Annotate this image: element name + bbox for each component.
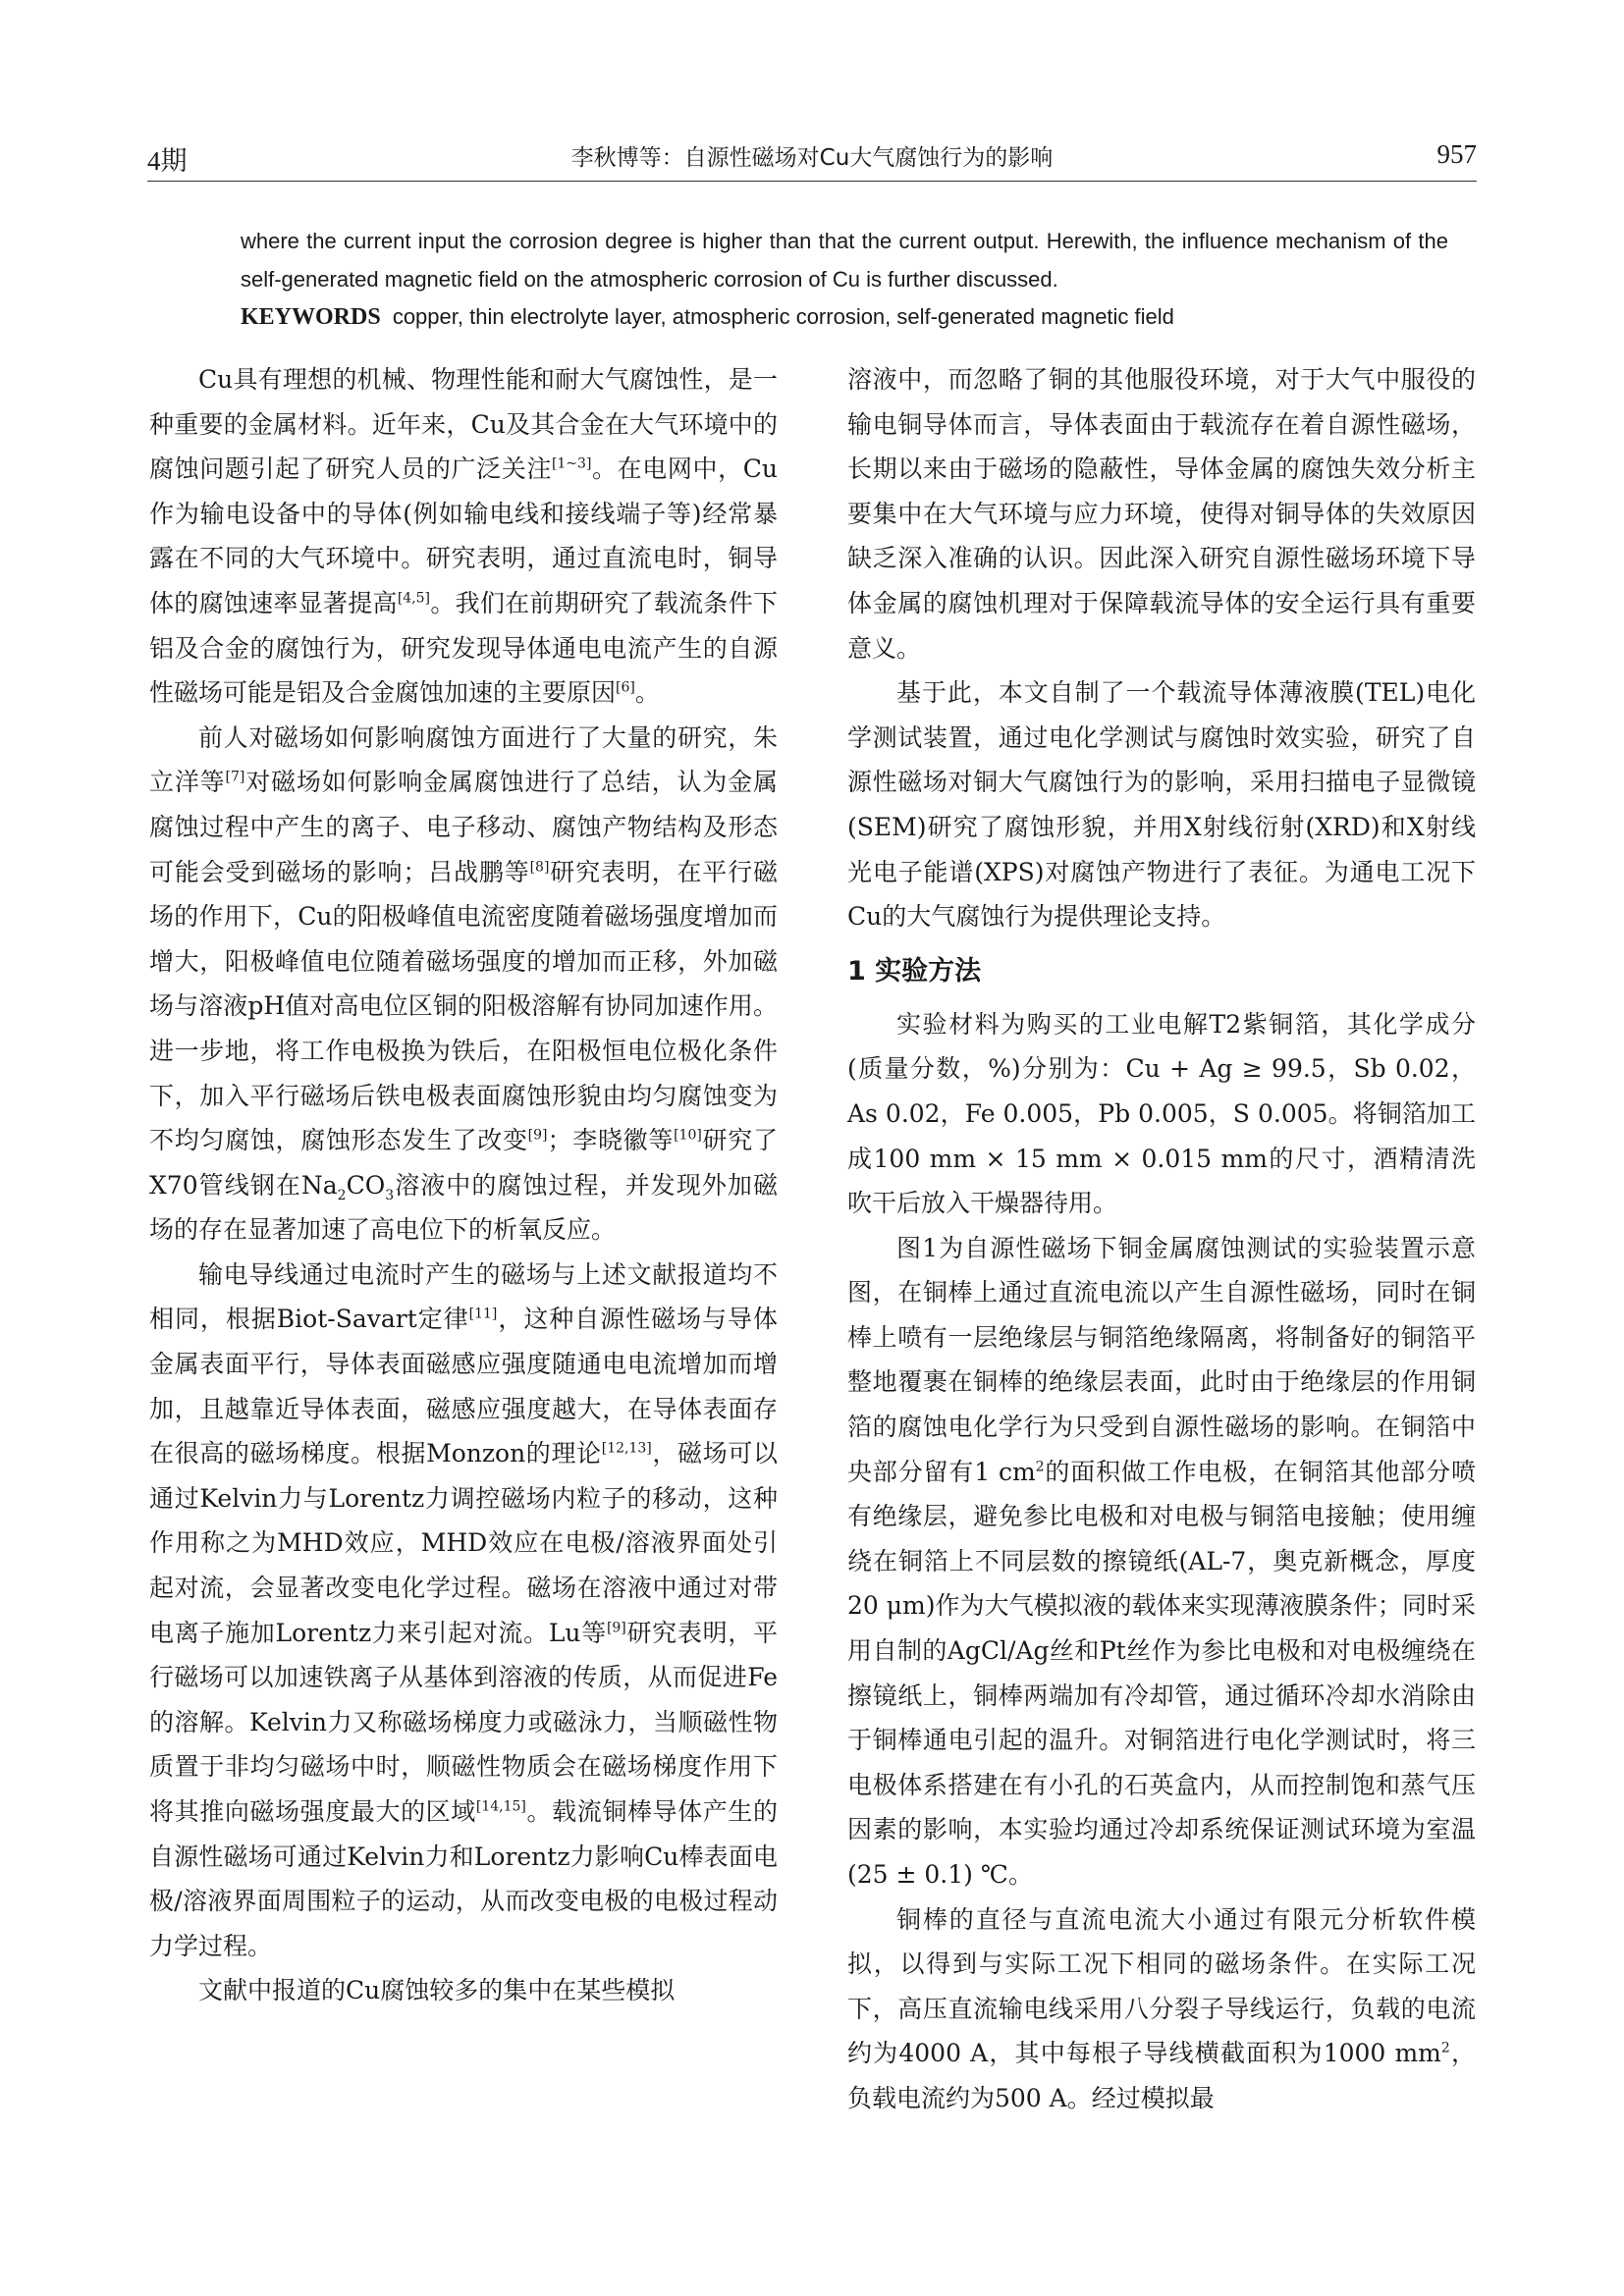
paragraph xyxy=(847,1226,1476,1897)
text-run: ；李晓徽等 xyxy=(547,1126,675,1155)
superscript: 2 xyxy=(1440,2041,1450,2057)
keywords-label: KEYWORDS xyxy=(241,304,381,330)
citation: [10] xyxy=(674,1127,702,1144)
text-run: 。 xyxy=(634,678,660,708)
right-column xyxy=(847,357,1476,2121)
paragraph xyxy=(149,716,778,1253)
citation: [7] xyxy=(225,770,245,786)
text-run: 研究了X70管线钢在Na xyxy=(149,1126,778,1200)
text-run: 前人对磁场如何影响腐蚀方面进行了大量的研究，朱立洋等 xyxy=(149,722,778,797)
paragraph xyxy=(149,1253,778,1969)
paragraph: 基于此，本文自制了一个载流导体薄液膜(TEL)电化学测试装置，通过电化学测试与腐蚀时效实验，研究了自源性磁场对铜大气腐蚀行为的影响，采用扫描电子显微镜(SEM)研究了腐蚀形貌，并用X射线衍射(XRD)和X射线光电子能谱(XPS)对腐蚀产物进行了表征。为通电工况下Cu的大气腐蚀行为提供理论支持。 xyxy=(847,678,1476,932)
text-run: Cu具有理想的机械、物理性能和耐大气腐蚀性，是一种重要的金属材料。近年来，Cu及其合金在大气环境中的腐蚀问题引起了研究人员的广泛关注 xyxy=(149,365,778,484)
text-run: 铜棒的直径与直流电流大小通过有限元分析软件模拟，以得到与实际工况下相同的磁场条件。在实际工况下，高压直流输电线采用八分裂子导线运行，负载的电流约为4000 A，其中每根子导线横截面积为1000 mm xyxy=(847,1904,1476,2068)
citation: [1~3] xyxy=(551,455,592,472)
citation: [6] xyxy=(616,679,635,696)
text-run: 。载流铜棒导体产生的自源性磁场可通过Kelvin力和Lorentz力影响Cu棒表面电极/溶液界面周围粒子的运动，从而改变电极的电极过程动力学过程。 xyxy=(149,1797,778,1960)
text-run: CO xyxy=(346,1170,386,1200)
citation: [12,13] xyxy=(601,1440,652,1457)
paragraph xyxy=(149,357,778,716)
text-run: 。在电网中，Cu作为输电设备中的导体(例如输电线和接线端子等)经常暴露在不同的大气环境中。研究表明，通过直流电时，铜导体的腐蚀速率显著提高 xyxy=(149,454,778,617)
text-run: 。我们在前期研究了载流条件下铝及合金的腐蚀行为，研究发现导体通电电流产生的自源性磁场可能是铝及合金腐蚀加速的主要原因 xyxy=(149,588,778,708)
citation: [14,15] xyxy=(475,1798,526,1815)
citation: [8] xyxy=(529,859,550,876)
header-rule xyxy=(147,181,1477,182)
page-number: 957 xyxy=(1436,139,1477,169)
text-run: 对磁场如何影响金属腐蚀进行了总结，认为金属腐蚀过程中产生的离子、电子移动、腐蚀产物结构及形态可能会受到磁场的影响；吕战鹏等 xyxy=(149,768,778,886)
citation: [9] xyxy=(527,1127,548,1144)
paragraph xyxy=(847,1897,1476,2121)
abstract-tail: where the current input the corrosion degree is higher than that the current output. Herewith, the influence mechanism of the self-generated magnetic field on the atmospheric corrosion of Cu is further discussed. xyxy=(241,229,1448,292)
running-title: 李秋博等：自源性磁场对Cu大气腐蚀行为的影响 xyxy=(570,145,1054,171)
subscript: 3 xyxy=(385,1187,395,1203)
text-run: 图1为自源性磁场下铜金属腐蚀测试的实验装置示意图，在铜棒上通过直流电流以产生自源性磁场，同时在铜棒上喷有一层绝缘层与铜箔绝缘隔离，将制备好的铜箔平整地覆裹在铜棒的绝缘层表面，此时由于绝缘层的作用铜箔的腐蚀电化学行为只受到自源性磁场的影响。在铜箔中央部分留有1 cm xyxy=(847,1233,1476,1486)
keywords xyxy=(241,297,1478,337)
left-column xyxy=(149,357,778,2013)
text-run: 研究表明，在平行磁场的作用下，Cu的阳极峰值电流密度随着磁场强度增加而增大，阳极峰值电位随着磁场强度的增加而正移，外加磁场与溶液pH值对高电位区铜的阳极溶解有协同加速作用。进一步地，将工作电极换为铁后，在阳极恒电位极化条件下，加入平行磁场后铁电极表面腐蚀形貌由均匀腐蚀变为不均匀腐蚀，腐蚀形态发生了改变 xyxy=(149,857,778,1155)
text-run: 的面积做工作电极，在铜箔其他部分喷有绝缘层，避免参比电极和对电极与铜箔电接触；使用缠绕在铜箔上不同层数的擦镜纸(AL-7，奥克新概念，厚度20 μm)作为大气模拟液的载体来实现薄液膜条件；同时采用自制的AgCl/Ag丝和Pt丝作为参比电极和对电极缠绕在擦镜纸上，铜棒两端加有冷却管，通过循环冷却水消除由于铜棒通电引起的温升。对铜箔进行电化学测试时，将三电极体系搭建在有小孔的石英盒内，从而控制饱和蒸气压因素的影响，本实验均通过冷却系统保证测试环境为室温(25 ± 0.1) ℃。 xyxy=(847,1457,1476,1889)
paragraph: 实验材料为购买的工业电解T2紫铜箔，其化学成分(质量分数，%)分别为：Cu + Ag ≥ 99.5，Sb 0.02，As 0.02，Fe 0.005，Pb 0.005，S 0.005。将铜箔加工成100 mm × 15 mm × 0.015 mm的尺寸，酒精清洗吹干后放入干燥器待用。 xyxy=(847,1009,1476,1218)
superscript: 2 xyxy=(1035,1459,1045,1475)
paragraph: 溶液中，而忽略了铜的其他服役环境，对于大气中服役的输电铜导体而言，导体表面由于载流存在着自源性磁场，长期以来由于磁场的隐蔽性，导体金属的腐蚀失效分析主要集中在大气环境与应力环境，使得对铜导体的失效原因缺乏深入准确的认识。因此深入研究自源性磁场环境下导体金属的腐蚀机理对于保障载流导体的安全运行具有重要意义。 xyxy=(847,365,1476,663)
page-header xyxy=(147,133,1477,177)
subscript: 2 xyxy=(337,1187,347,1203)
text-run: 溶液中的腐蚀过程，并发现外加磁场的存在显著加速了高电位下的析氧反应。 xyxy=(149,1170,778,1245)
paragraph: 文献中报道的Cu腐蚀较多的集中在某些模拟 xyxy=(198,1976,676,2005)
citation: [9] xyxy=(606,1620,626,1636)
text-run: 研究表明，平行磁场可以加速铁离子从基体到溶液的传质，从而促进Fe的溶解。Kelvin力又称磁场梯度力或磁泳力，当顺磁性物质置于非均匀磁场中时，顺磁性物质会在磁场梯度作用下将其推向磁场强度最大的区域 xyxy=(149,1618,778,1826)
keywords-text: copper, thin electrolyte layer, atmospheric corrosion, self-generated magnetic field xyxy=(392,304,1174,329)
text-run: ，负载电流约为500 A。经过模拟最 xyxy=(847,2039,1476,2112)
citation: [4,5] xyxy=(397,590,431,607)
citation: [11] xyxy=(468,1307,498,1323)
text-run: ，这种自源性磁场与导体金属表面平行，导体表面磁感应强度随通电电流增加而增加，且越靠近导体表面，磁感应强度越大，在导体表面存在很高的磁场梯度。根据Monzon的理论 xyxy=(149,1305,778,1468)
section-heading: 1 实验方法 xyxy=(847,955,982,987)
issue-number: 4期 xyxy=(147,146,188,176)
text-run: ，磁场可以通过Kelvin力与Lorentz力调控磁场内粒子的移动，这种作用称之为MHD效应，MHD效应在电极/溶液界面处引起对流，会显著改变电化学过程。磁场在溶液中通过对带电离子施加Lorentz力来引起对流。Lu等 xyxy=(149,1439,778,1647)
text-run: 输电导线通过电流时产生的磁场与上述文献报道均不相同，根据Biot-Savart定律 xyxy=(149,1259,778,1334)
